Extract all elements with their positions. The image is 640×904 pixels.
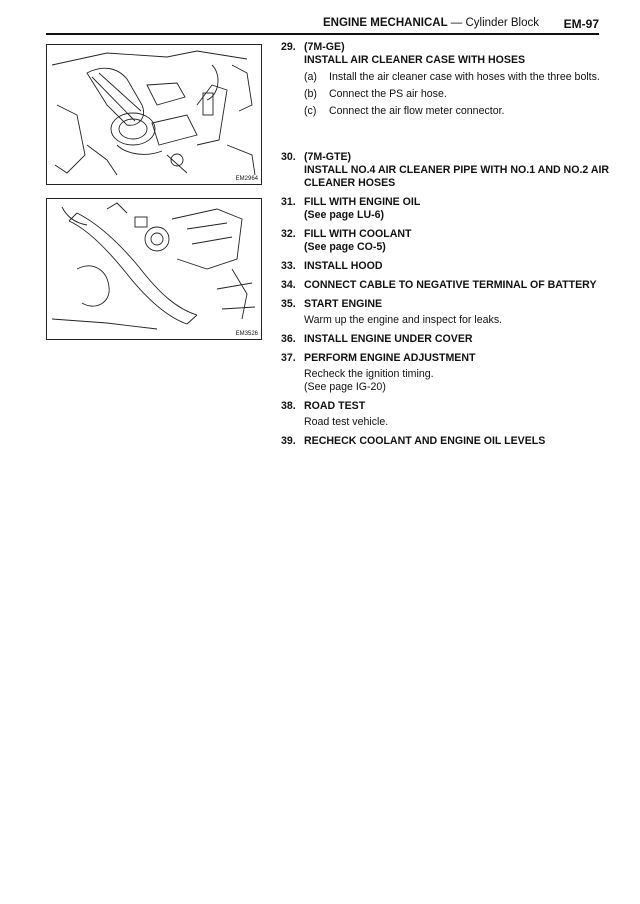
header-title [323,17,539,29]
step-title: INSTALL HOOD [304,260,383,272]
step-note: Road test vehicle. [304,416,389,428]
engine-illustration-2 [47,199,261,339]
header-rule [46,33,599,35]
step-33 [281,260,611,273]
step-title: FILL WITH ENGINE OIL [304,196,421,208]
step-number: 35. [281,298,296,310]
step-title: CONNECT CABLE TO NEGATIVE TERMINAL OF BATTERY [304,279,597,291]
page-header [46,17,599,34]
step-number: 36. [281,333,296,345]
substep-label: (c) [304,105,317,117]
step-number: 29. [281,41,296,53]
subsection-title: Cylinder Block [465,17,539,29]
figure-code: EM2964 [235,176,258,182]
substep-a [304,71,611,84]
step-34 [281,279,611,292]
figure-air-cleaner-case [46,44,262,185]
engine-illustration-1 [47,45,261,184]
step-30 [281,151,611,190]
step-37 [281,352,611,394]
step-title: RECHECK COOLANT AND ENGINE OIL LEVELS [304,435,546,447]
step-note: Warm up the engine and inspect for leaks. [304,314,503,326]
page-number: EM-97 [563,17,599,31]
step-number: 30. [281,151,296,163]
step-number: 31. [281,196,296,208]
step-title: INSTALL NO.4 AIR CLEANER PIPE WITH NO.1 AND NO.2 AIR CLEANER HOSES [304,164,610,189]
substep-text: Connect the PS air hose. [329,88,447,100]
step-note: Recheck the ignition timing. [304,368,434,380]
step-number: 34. [281,279,296,291]
step-reference: (See page CO-5) [304,241,386,253]
step-title: START ENGINE [304,298,383,310]
step-number: 33. [281,260,296,272]
figure-air-cleaner-pipe [46,198,262,340]
step-title: FILL WITH COOLANT [304,228,412,240]
step-38 [281,400,611,429]
step-36 [281,333,611,346]
step-note: (See page IG-20) [304,381,386,393]
substep-b [304,88,611,101]
substep-text: Connect the air flow meter connector. [329,105,505,117]
step-model: (7M-GTE) [304,151,352,163]
step-model: (7M-GE) [304,41,345,53]
section-title: ENGINE MECHANICAL [323,17,448,29]
substep-c [304,105,611,118]
step-29 [281,41,611,118]
step-39 [281,435,611,448]
header-dash: — [447,17,466,29]
step-31 [281,196,611,222]
step-number: 38. [281,400,296,412]
substep-text: Install the air cleaner case with hoses with the three bolts. [329,71,600,83]
procedure-steps [281,41,611,454]
step-number: 37. [281,352,296,364]
figure-code: EM3526 [235,331,258,337]
step-title: INSTALL ENGINE UNDER COVER [304,333,473,345]
step-number: 39. [281,435,296,447]
step-number: 32. [281,228,296,240]
step-reference: (See page LU-6) [304,209,385,221]
step-title: ROAD TEST [304,400,366,412]
step-35 [281,298,611,327]
step-title: INSTALL AIR CLEANER CASE WITH HOSES [304,54,526,66]
step-title: PERFORM ENGINE ADJUSTMENT [304,352,476,364]
step-32 [281,228,611,254]
substep-label: (b) [304,88,317,100]
substep-label: (a) [304,71,317,83]
